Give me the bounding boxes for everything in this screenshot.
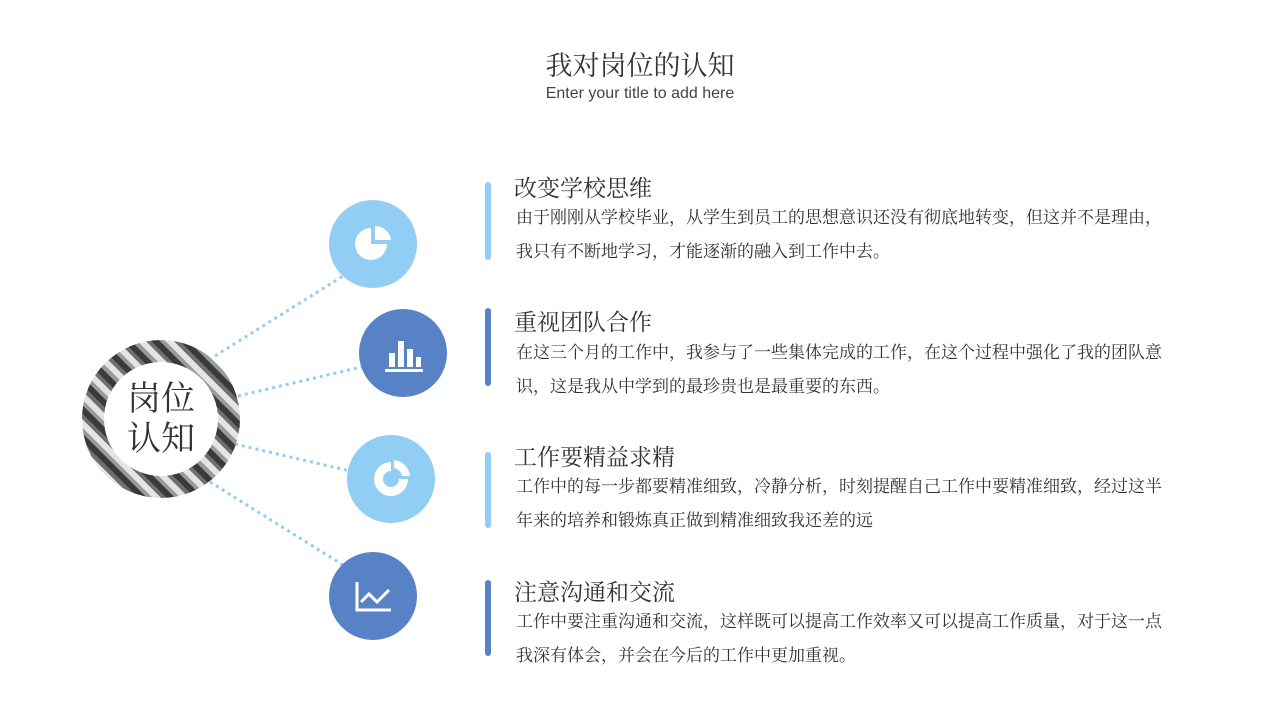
item-3-title: 工作要精益求精 xyxy=(514,445,675,471)
hub-label-line2: 认知 xyxy=(127,419,195,459)
hub-label-line1: 岗位 xyxy=(127,379,195,419)
connector-line-1 xyxy=(215,276,343,356)
node-4 xyxy=(329,552,417,640)
page-title: 我对岗位的认知 xyxy=(545,51,735,82)
item-4-accent-bar xyxy=(485,580,491,656)
item-3-body: 工作中的每一步都要精准细致，冷静分析，时刻提醒自己工作中要精准细致，经过这半年来的培养和锻炼真正做到精准细致我还差的远 xyxy=(516,477,1162,531)
donut-chart-icon xyxy=(369,457,413,501)
hub-label xyxy=(104,362,218,476)
item-1-accent-bar xyxy=(485,182,491,260)
item-3-accent-bar xyxy=(485,452,491,528)
item-4-body: 工作中要注重沟通和交流，这样既可以提高工作效率又可以提高工作质量，对于这一点我深有体会，并会在今后的工作中更加重视。 xyxy=(516,612,1162,666)
node-1 xyxy=(329,200,417,288)
item-2-body: 在这三个月的工作中，我参与了一些集体完成的工作，在这个过程中强化了我的团队意识，这是我从中学到的最珍贵也是最重要的东西。 xyxy=(516,343,1162,397)
connector-line-3 xyxy=(235,444,350,471)
pie-chart-icon xyxy=(351,222,395,266)
node-2 xyxy=(359,309,447,397)
item-1-body: 由于刚刚从学校毕业，从学生到员工的思想意识还没有彻底地转变，但这并不是理由，我只有不断地学习，才能逐渐的融入到工作中去。 xyxy=(516,208,1162,262)
line-chart-icon xyxy=(351,574,395,618)
node-3 xyxy=(347,435,435,523)
page-subtitle: Enter your title to add here xyxy=(545,85,735,102)
hub-photo-ring xyxy=(82,340,240,498)
item-1-title: 改变学校思维 xyxy=(514,176,652,202)
bar-chart-icon xyxy=(381,331,425,375)
item-2-accent-bar xyxy=(485,308,491,386)
item-4-title: 注意沟通和交流 xyxy=(514,580,675,606)
connector-line-4 xyxy=(210,482,343,565)
item-2-title: 重视团队合作 xyxy=(514,310,652,336)
